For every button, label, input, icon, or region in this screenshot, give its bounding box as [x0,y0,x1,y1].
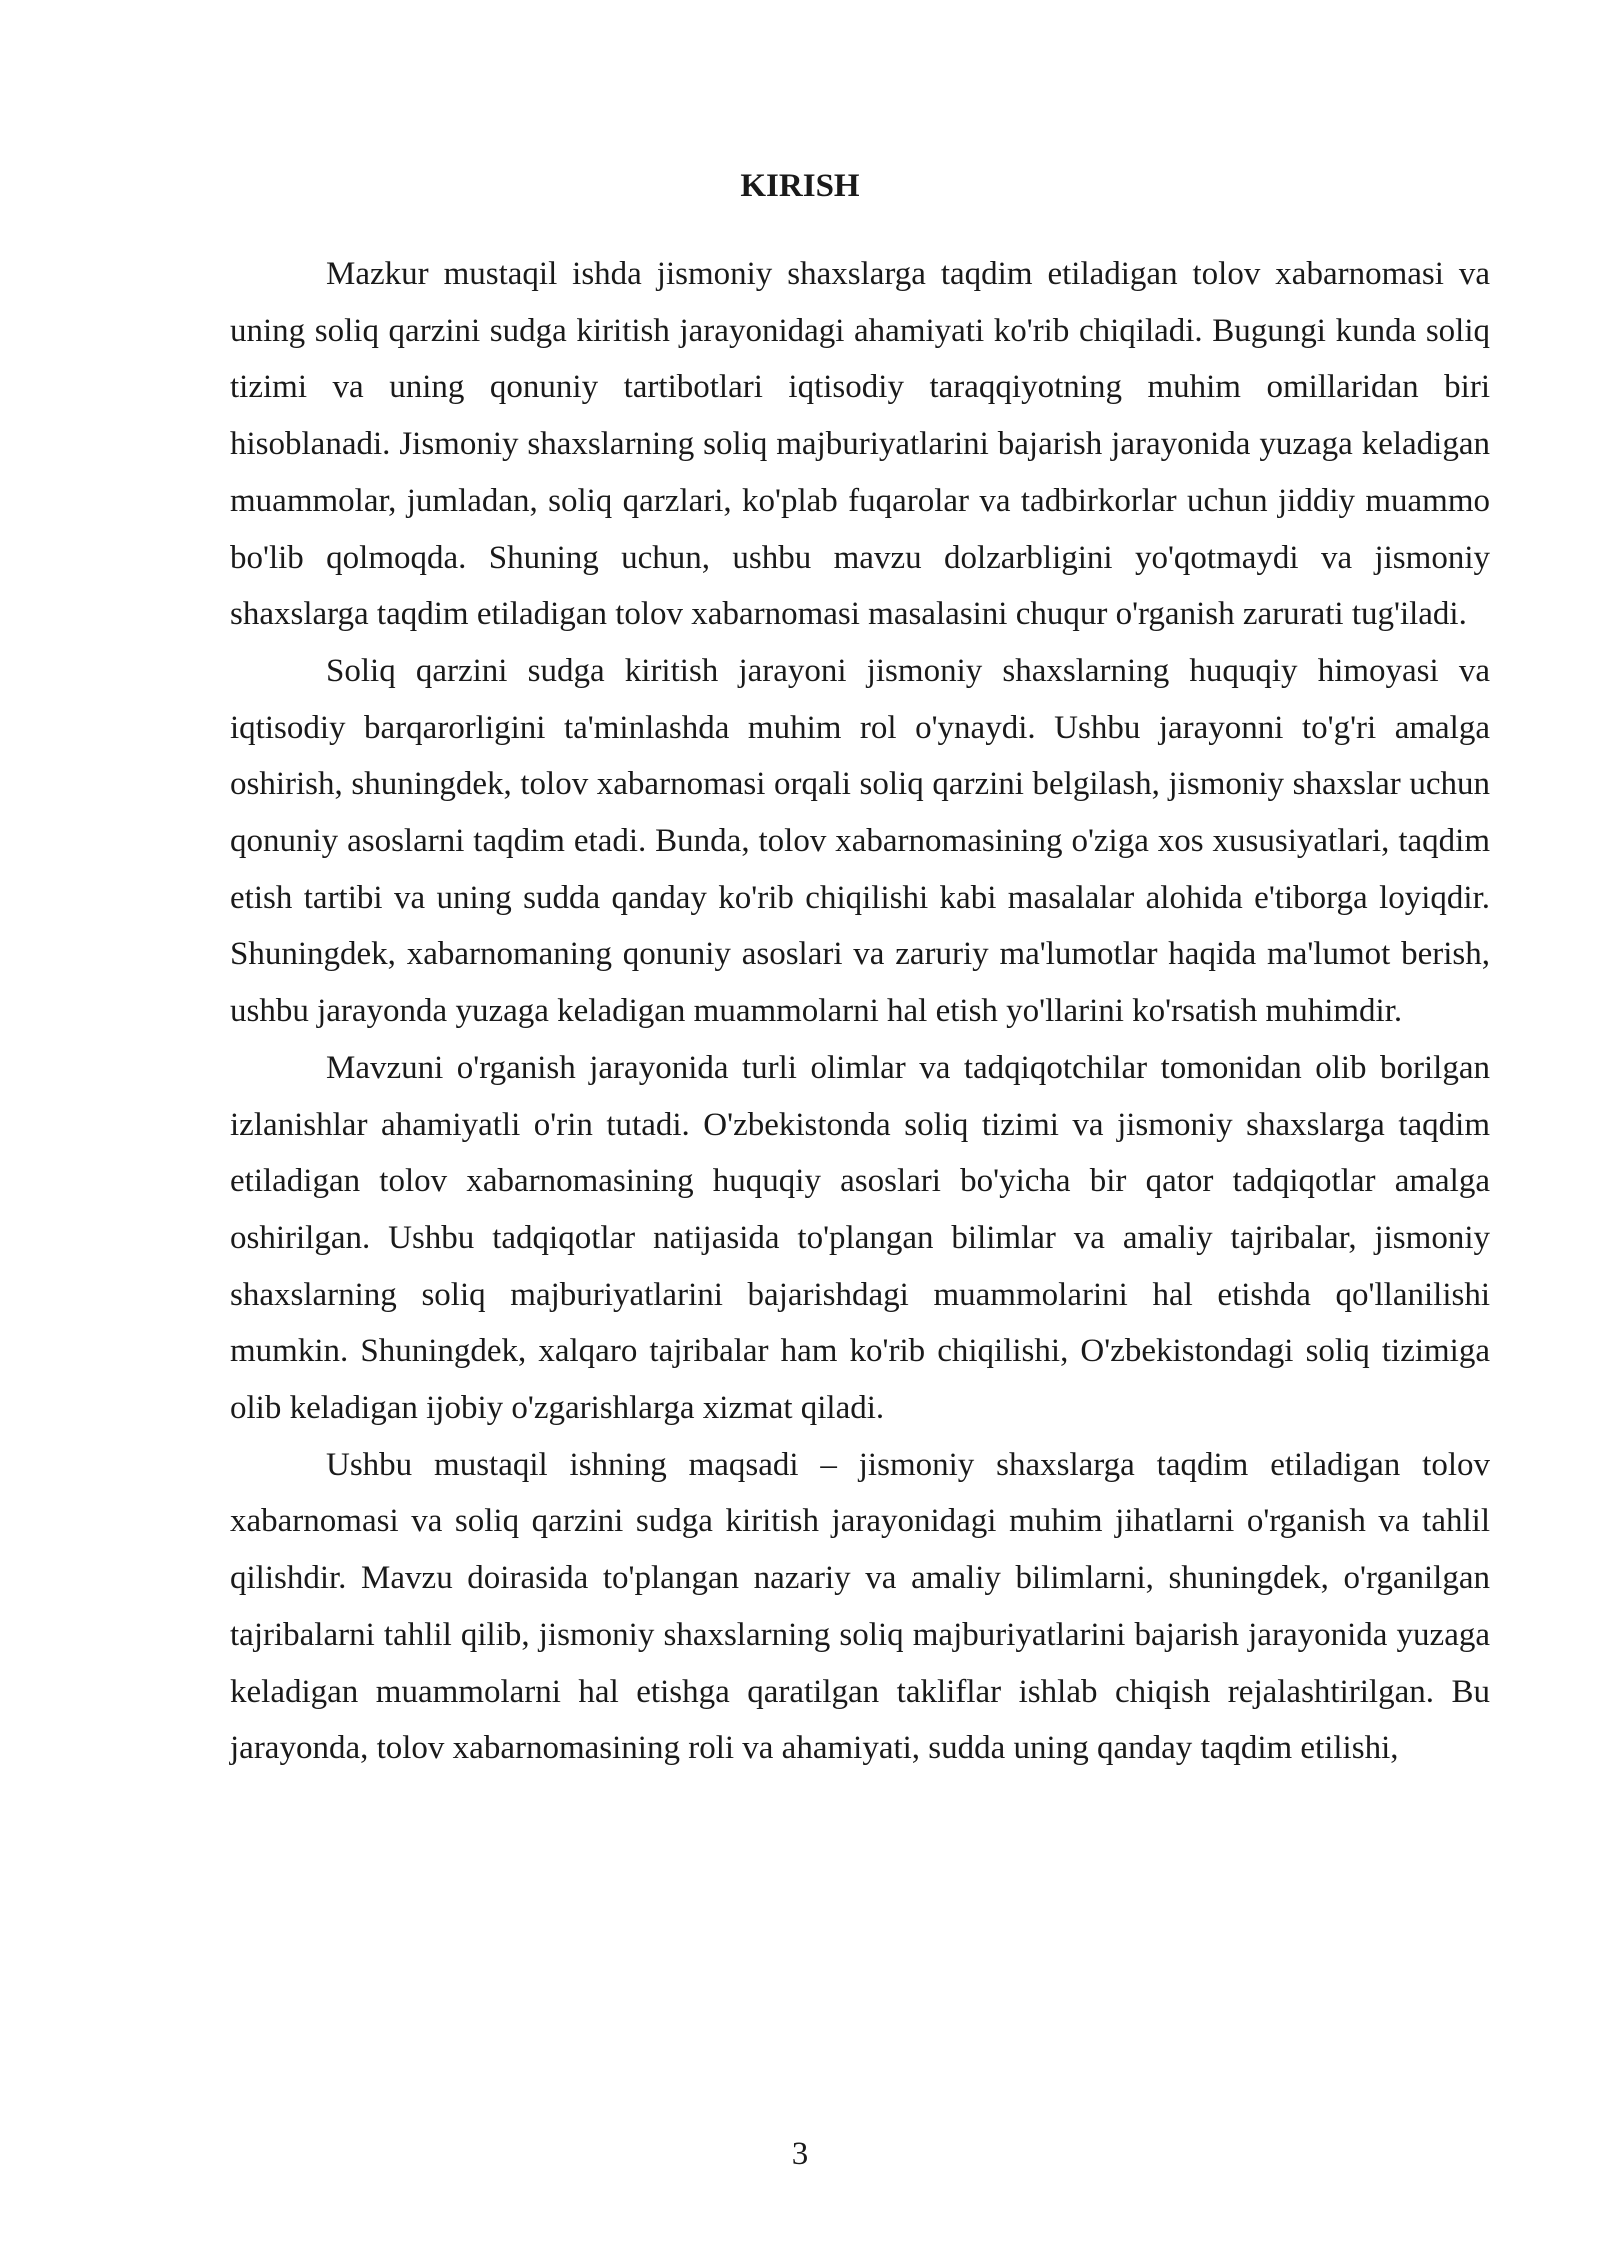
body-text [230,246,1490,1777]
paragraph-4: Ushbu mustaqil ishning maqsadi – jismoniy shaxslarga taqdim etiladigan tolov xabarnomasi va soliq qarzini sudga kiritish jarayonidagi muhim jihatlarni o'rganish va tahlil qilishdir. Mavzu doirasida to'plangan nazariy va amaliy bilimlarni, shuningdek, o'rganilgan tajribalarni tahlil qilib, jismoniy shaxslarning soliq majburiyatlarini bajarish jarayonida yuzaga keladigan muammolarni hal etishga qaratilgan takliflar ishlab chiqish rejalashtirilgan. Bu jarayonda, tolov xabarnomasining roli va ahamiyati, sudda uning qanday taqdim etilishi, [230,1446,1490,1767]
page-number: 3 [791,2136,809,2172]
paragraph-3: Mavzuni o'rganish jarayonida turli olimlar va tadqiqotchilar tomonidan olib borilgan izlanishlar ahamiyatli o'rin tutadi. O'zbekistonda soliq tizimi va jismoniy shaxslarga taqdim etiladigan tolov xabarnomasining huquqiy asoslari bo'yicha bir qator tadqiqotlar amalga oshirilgan. Ushbu tadqiqotlar natijasida to'plangan bilimlar va amaliy tajribalar, jismoniy shaxslarning soliq majburiyatlarini bajarishdagi muammolarini hal etishda qo'llanilishi mumkin. Shuningdek, xalqaro tajribalar ham ko'rib chiqilishi, O'zbekistondagi soliq tizimiga olib keladigan ijobiy o'zgarishlarga xizmat qiladi. [230,1049,1490,1427]
paragraph-1: Mazkur mustaqil ishda jismoniy shaxslarga taqdim etiladigan tolov xabarnomasi va uning soliq qarzini sudga kiritish jarayonidagi ahamiyati ko'rib chiqiladi. Bugungi kunda soliq tizimi va uning qonuniy tartibotlari iqtisodiy taraqqiyotning muhim omillaridan biri hisoblanadi. Jismoniy shaxslarning soliq majburiyatlarini bajarish jarayonida yuzaga keladigan muammolar, jumladan, soliq qarzlari, ko'plab fuqarolar va tadbirkorlar uchun jiddiy muammo bo'lib qolmoqda. Shuning uchun, ushbu mavzu dolzarbligini yo'qotmaydi va jismoniy shaxslarga taqdim etiladigan tolov xabarnomasi masalasini chuqur o'rganish zarurati tug'iladi. [230,256,1490,633]
paragraph-2: Soliq qarzini sudga kiritish jarayoni jismoniy shaxslarning huquqiy himoyasi va iqtisodiy barqarorligini ta'minlashda muhim rol o'ynaydi. Ushbu jarayonni to'g'ri amalga oshirish, shuningdek, tolov xabarnomasi orqali soliq qarzini belgilash, jismoniy shaxslar uchun qonuniy asoslarni taqdim etadi. Bunda, tolov xabarnomasining o'ziga xos xususiyatlari, taqdim etish tartibi va uning sudda qanday ko'rib chiqilishi kabi masalalar alohida e'tiborga loyiqdir. Shuningdek, xabarnomaning qonuniy asoslari va zaruriy ma'lumotlar haqida ma'lumot berish, ushbu jarayonda yuzaga keladigan muammolarni hal etish yo'llarini ko'rsatish muhimdir. [230,652,1490,1030]
page-heading: KIRISH [740,168,860,204]
